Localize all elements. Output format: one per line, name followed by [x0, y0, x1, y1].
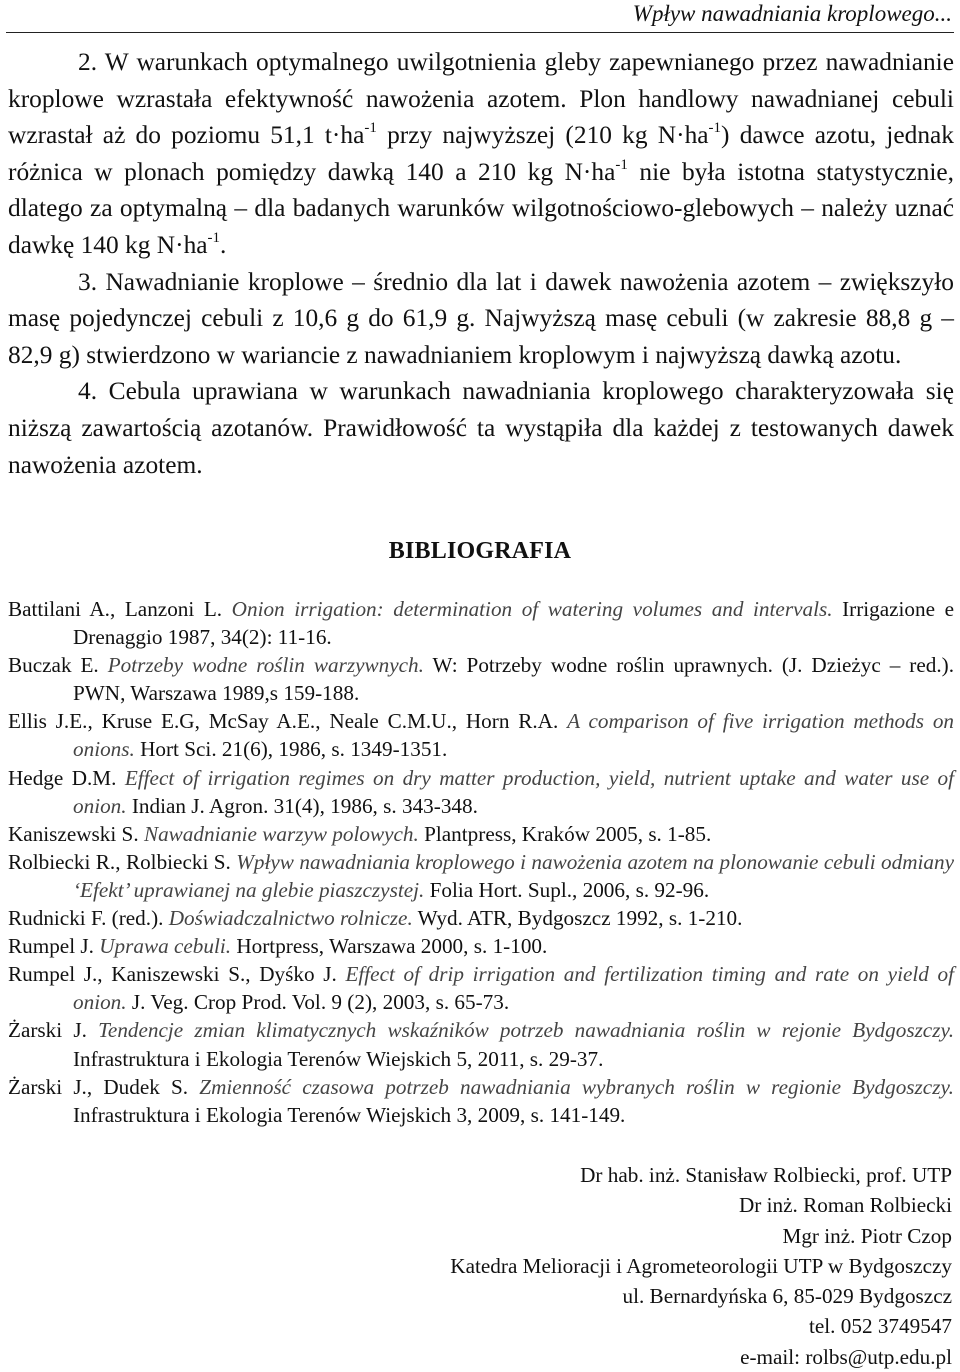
reference-title: Wpływ nawadniania kroplowego i nawożenia azotem na plonowanie cebuli odmiany ‘Efekt’ uprawianej na glebie piaszczystej. — [73, 849, 954, 902]
address: ul. Bernardyńska 6, 85-029 Bydgoszcz — [622, 1284, 952, 1309]
conclusion-text: . — [220, 230, 227, 259]
conclusion-text: ) dawce azotu, jednak różnica w plonach pomiędzy dawką 140 a 210 kg N·ha — [8, 121, 954, 186]
reference-source: Infrastruktura i Ekologia Terenów Wiejskich 3, 2009, s. 141-149. — [73, 1102, 626, 1127]
superscript: -1 — [708, 120, 722, 137]
reference-item — [8, 960, 954, 1016]
reference-item — [8, 1073, 954, 1129]
author-name: Dr hab. inż. Stanisław Rolbiecki, prof. UTP — [580, 1163, 952, 1187]
reference-source: Infrastruktura i Ekologia Terenów Wiejskich 5, 2011, s. 29-37. — [73, 1046, 604, 1071]
reference-title: A comparison of five irrigation methods on onions. — [73, 709, 955, 762]
reference-source: Wyd. ATR, Bydgoszcz 1992, s. 1-210. — [412, 906, 743, 931]
reference-title: Effect of drip irrigation and fertilization timing and rate on yield of onion. — [73, 962, 954, 1015]
reference-title: Effect of irrigation regimes on dry matter production, yield, nutrient uptake and water use of onion. — [73, 765, 954, 818]
author-name: Dr inż. Roman Rolbiecki — [738, 1193, 952, 1218]
reference-source: J. Veg. Crop Prod. Vol. 9 (2), 2003, s. 65-73. — [126, 990, 510, 1015]
reference-source: Folia Hort. Supl., 2006, s. 92-96. — [424, 877, 710, 902]
running-head: Wpływ nawadniania kroplowego... — [632, 1, 952, 26]
reference-title: Onion irrigation: determination of watering volumes and intervals. — [231, 597, 833, 621]
phone: tel. 052 3749547 — [808, 1314, 952, 1339]
reference-authors: Kaniszewski S. — [8, 821, 144, 846]
reference-source: Hortpress, Warszawa 2000, s. 1-100. — [231, 934, 548, 959]
conclusion-text: 2. W warunkach optymalnego uwilgotnienia gleby zapewnianego przez nawadnianie kroplowe wzrastała efektywność nawożenia azotem. Plon handlowy nawadnianej cebuli wzrastał aż do poziomu 51,1 t·ha — [8, 48, 954, 150]
reference-source: Plantpress, Kraków 2005, s. 1-85. — [418, 821, 712, 846]
conclusion-text: przy najwyższej (210 kg N·ha — [376, 121, 709, 150]
reference-item — [8, 932, 954, 960]
reference-authors: Hedge D.M. — [8, 765, 125, 790]
reference-title: Zmienność czasowa potrzeb nawadniania wybranych roślin w regionie Bydgoszczy. — [199, 1074, 954, 1099]
reference-title: Uprawa cebuli. — [99, 934, 232, 959]
reference-list — [8, 595, 954, 1129]
reference-item — [8, 764, 954, 820]
reference-authors: Ellis J.E., Kruse E.G, McSay A.E., Neale C.M.U., Horn R.A. — [8, 709, 568, 734]
reference-item — [8, 1016, 954, 1072]
reference-authors: Battilani A., Lanzoni L. — [8, 597, 232, 621]
conclusion-item-4: 4. Cebula uprawiana w warunkach nawadniania kroplowego charakteryzowała się niższą zawartością azotanów. Prawidłowość ta wystąpiła dla każdej z testowanych dawek nawożenia azotem. — [8, 377, 954, 479]
conclusion-item-2 — [8, 44, 954, 264]
reference-source: Irrigazione e Drenaggio 1987, 34(2): 11-16. — [73, 597, 954, 650]
reference-title: Nawadnianie warzyw polowych. — [143, 821, 419, 846]
reference-item — [8, 820, 954, 848]
department: Katedra Melioracji i Agrometeorologii UTP w Bydgoszczy — [450, 1253, 952, 1278]
conclusions-section — [8, 44, 954, 483]
reference-item — [8, 848, 954, 904]
reference-item — [8, 651, 954, 707]
superscript: -1 — [207, 229, 221, 246]
reference-authors: Rumpel J., Kaniszewski S., Dyśko J. — [8, 962, 346, 987]
reference-source: W: Potrzeby wodne roślin uprawnych. (J. Dzieżyc – red.). PWN, Warszawa 1989,s 159-188. — [73, 653, 955, 706]
reference-item — [8, 904, 954, 932]
reference-title: Tendencje zmian klimatycznych wskaźników potrzeb nawadniania roślin w rejonie Bydgoszczy. — [98, 1018, 954, 1043]
author-name: Mgr inż. Piotr Czop — [782, 1223, 952, 1248]
reference-item — [8, 707, 954, 763]
reference-source: Indian J. Agron. 31(4), 1986, s. 343-348. — [126, 793, 478, 818]
conclusion-item-3: 3. Nawadnianie kroplowe – średnio dla lat i dawek nawożenia azotem – zwiększyło masę pojedynczej cebuli z 10,6 g do 61,9 g. Najwyższą masę cebuli (w zakresie 88,8 g – 82,9 g) stwierdzono w wariancie z nawadnianiem kroplowym i najwyższą dawką azotu. — [8, 267, 954, 369]
reference-authors: Żarski J., Dudek S. — [8, 1074, 200, 1099]
superscript: -1 — [364, 120, 377, 137]
reference-authors: Żarski J. — [8, 1018, 99, 1043]
reference-authors: Buczak E. — [8, 653, 108, 678]
reference-authors: Rolbiecki R., Rolbiecki S. — [8, 849, 237, 874]
bibliography-heading: BIBLIOGRAFIA — [388, 538, 572, 564]
reference-title: Doświadczalnictwo rolnicze. — [168, 906, 413, 931]
reference-item — [8, 595, 954, 651]
superscript: -1 — [615, 156, 628, 173]
reference-source: Hort Sci. 21(6), 1986, s. 1349-1351. — [134, 737, 448, 762]
header-rule — [6, 32, 954, 33]
reference-authors: Rumpel J. — [8, 934, 100, 959]
conclusion-text: nie była istotna statystycznie, dlatego za optymalną – dla badanych warunków wilgotnościowo-glebowych – należy uznać dawkę 140 kg N·ha — [8, 157, 954, 259]
author-affiliation — [252, 1160, 952, 1372]
email: e-mail: rolbs@utp.edu.pl — [740, 1344, 952, 1369]
reference-title: Potrzeby wodne roślin warzywnych. — [107, 653, 424, 678]
reference-authors: Rudnicki F. (red.). — [8, 906, 169, 931]
